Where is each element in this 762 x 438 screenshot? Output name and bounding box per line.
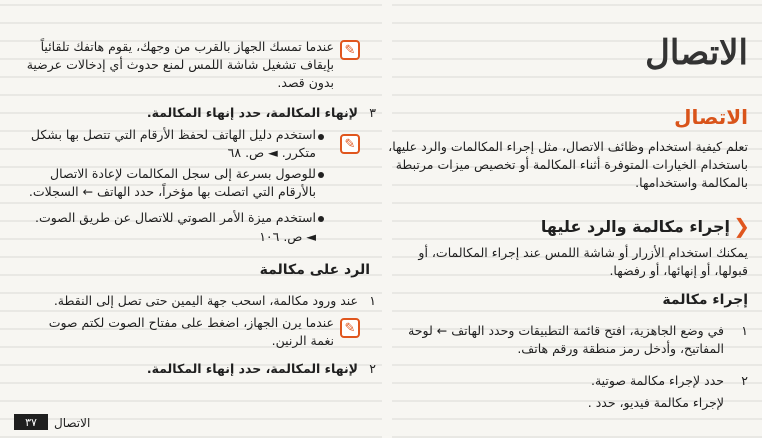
step1-line2: المفاتيح، وأدخل رمز منطقة ورقم هاتف. xyxy=(517,341,724,356)
answer-step1-number: ١ xyxy=(369,293,376,308)
footer-chapter-label: الاتصال xyxy=(54,416,91,430)
note2-line2: نغمة الرنين. xyxy=(271,333,334,348)
note-icon: ✎ xyxy=(340,318,360,338)
step2-line1: حدد لإجراء مكالمة صوتية. xyxy=(590,373,724,388)
section-text-line1: يمكنك استخدام الأزرار أو شاشة اللمس عند إجراء المكالمات، أو xyxy=(418,245,748,260)
note1-line3: بدون قصد. xyxy=(277,75,334,90)
answer-step2-number: ٢ xyxy=(369,361,376,376)
step1-number: ١ xyxy=(741,323,748,338)
step3-text: لإنهاء المكالمة، حدد إنهاء المكالمة. xyxy=(146,105,358,120)
note-icon: ✎ xyxy=(340,40,360,60)
step1-line1: في وضع الجاهزية، افتح قائمة التطبيقات وحدد الهاتف ← لوحة xyxy=(408,323,724,338)
intro-line3: بالمكالمة واستخدامها. xyxy=(635,175,748,190)
bullet-dot xyxy=(318,172,324,178)
step2-number: ٢ xyxy=(741,373,748,388)
bullet-dot xyxy=(318,134,324,140)
answer-step1-text: عند ورود مكالمة، اسحب جهة اليمين حتى تصل إلى النقطة. xyxy=(53,293,358,308)
intro-line2: باستخدام الخيارات المتوفرة أثناء المكالمة أو تخصيص ميزات مرتبطة xyxy=(395,157,748,172)
answer-step2-text: لإنهاء المكالمة، حدد إنهاء المكالمة. xyxy=(146,361,358,376)
bullet1-line2: متكرر. ◄ ص. ٦٨ xyxy=(227,145,316,160)
make-call-title: إجراء مكالمة xyxy=(662,292,748,308)
intro-line1: تعلم كيفية استخدام وظائف الاتصال، مثل إجراء المكالمات والرد عليها، xyxy=(388,139,748,154)
bullet2-line2: بالأرقام التي اتصلت بها مؤخراً، حدد الهاتف ← السجلات. xyxy=(28,184,316,199)
page-number: ٣٧ xyxy=(14,414,48,430)
subsection-title: إجراء مكالمة والرد عليها xyxy=(540,217,730,236)
chapter-title: الاتصال xyxy=(645,33,748,73)
note-icon: ✎ xyxy=(340,134,360,154)
right-page xyxy=(388,0,762,438)
bullet2-line1: للوصول بسرعة إلى سجل المكالمات لإعادة الاتصال xyxy=(50,166,316,181)
section-text-line2: قبولها، أو إنهائها، أو رفضها. xyxy=(609,263,748,278)
bullet-dot xyxy=(318,216,324,222)
bullet3-line2: ◄ ص. ١٠٦ xyxy=(259,229,316,244)
bullet3-line1: استخدم ميزة الأمر الصوتي للاتصال عن طريق الصوت. xyxy=(34,210,316,225)
step2-line2: لإجراء مكالمة فيديو، حدد . xyxy=(587,395,724,410)
step3-number: ٣ xyxy=(369,105,376,120)
bullet1-line1: استخدم دليل الهاتف لحفظ الأرقام التي تتصل بها بشكل xyxy=(30,127,316,142)
chevron-right-icon: ❮ xyxy=(733,214,750,238)
note1-line1: عندما تمسك الجهاز بالقرب من وجهك، يقوم هاتفك تلقائياً xyxy=(40,39,334,54)
note2-line1: عندما يرن الجهاز، اضغط على مفتاح الصوت لكتم صوت xyxy=(48,315,334,330)
note1-line2: بإيقاف تشغيل شاشة اللمس لمنع حدوث أي إدخالات عرضية xyxy=(26,57,334,72)
answer-call-title: الرد على مكالمة xyxy=(259,262,370,278)
section-heading: الاتصال xyxy=(674,105,748,129)
